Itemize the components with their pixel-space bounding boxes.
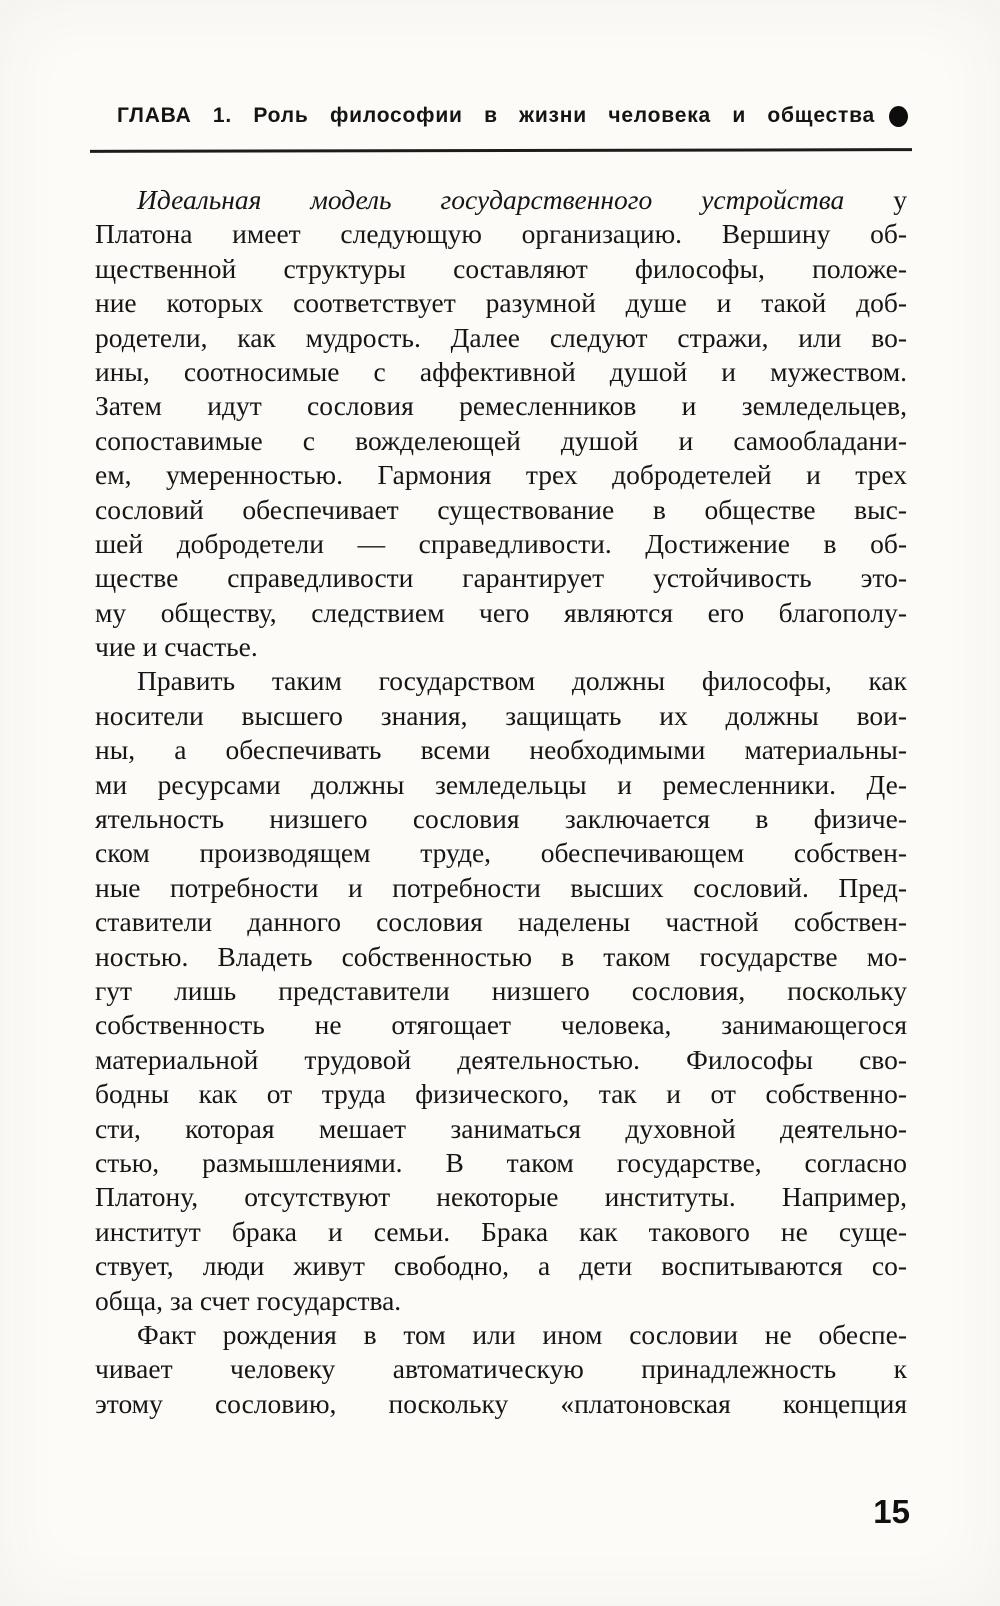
text-line: Платона имеет следующую организацию. Вершину об-: [95, 218, 907, 250]
text-line: Затем идут сословия ремесленников и земледельцев,: [95, 390, 907, 422]
text-line: этому сословию, поскольку «платоновская концепция: [95, 1387, 907, 1419]
text-line: ществе справедливости гарантирует устойчивость это-: [95, 562, 907, 594]
text-line: носители высшего знания, защищать их должны вои-: [95, 699, 907, 731]
italic-phrase: Идеальная модель государственного устройства: [137, 184, 845, 215]
text-line: сопоставимые с вожделеющей душой и самообладани-: [95, 424, 907, 456]
text-line: гут лишь представители низшего сословия, поскольку: [95, 974, 907, 1006]
text-line: ние которых соответствует разумной душе и такой доб-: [95, 287, 907, 319]
running-header: [117, 104, 908, 128]
text-line: сти, которая мешает заниматься духовной деятельно-: [95, 1112, 907, 1144]
header-rule: [90, 148, 912, 153]
paragraph: [95, 1318, 907, 1421]
text-line: ные потребности и потребности высших сословий. Пред-: [95, 871, 907, 903]
text-line: собственность не отягощает человека, занимающегося: [95, 1009, 907, 1041]
text-line: чивает человеку автоматическую принадлежность к: [95, 1353, 907, 1385]
page-number: 15: [873, 1493, 910, 1530]
text-line: материальной трудовой деятельностью. Философы сво-: [95, 1043, 907, 1075]
text-line: ностью. Владеть собственностью в таком государстве мо-: [95, 940, 907, 972]
text-line: ятельность низшего сословия заключается в физиче-: [95, 803, 907, 835]
paragraph: [95, 183, 907, 664]
paragraph: [95, 664, 907, 1317]
text-line: ины, соотносимые с аффективной душой и мужеством.: [95, 355, 907, 387]
text-line: институт брака и семьи. Брака как такового не суще-: [95, 1215, 907, 1247]
text-line: ском производящем труде, обеспечивающем собствен-: [95, 837, 907, 869]
text-line: му обществу, следствием чего являются его благополу-: [95, 596, 907, 628]
text-line: родетели, как мудрость. Далее следуют стражи, или во-: [95, 321, 907, 353]
text-line: ствует, люди живут свободно, а дети воспитываются со-: [95, 1250, 907, 1282]
text-line: ем, умеренностью. Гармония трех добродетелей и трех: [95, 459, 907, 491]
text-line: ми ресурсами должны земледельцы и ремесленники. Де-: [95, 768, 907, 800]
text-line: шей добродетели — справедливости. Достижение в об-: [95, 527, 907, 559]
text-line: сословий обеспечивает существование в обществе выс-: [95, 493, 907, 525]
text-line: ны, а обеспечивать всеми необходимыми материальны-: [95, 734, 907, 766]
text-line: Платону, отсутствуют некоторые институты. Например,: [95, 1181, 907, 1213]
text-line: обща, за счет государства.: [95, 1284, 402, 1316]
text-line: чие и счастье.: [95, 631, 258, 663]
text-line: Факт рождения в том или ином сословии не обеспе-: [137, 1318, 907, 1350]
text-block: [95, 183, 907, 1421]
text-span: у: [844, 184, 907, 215]
text-line: бодны как от труда физического, так и от собственно-: [95, 1078, 907, 1110]
text-line: Править таким государством должны философы, как: [137, 665, 907, 697]
text-line: щественной структуры составляют философы, положе-: [95, 252, 907, 284]
text-line: стью, размышлениями. В таком государстве, согласно: [95, 1146, 907, 1178]
text-line: [95, 183, 907, 217]
chapter-title: ГЛАВА 1. Роль философии в жизни человека и общества: [117, 104, 875, 127]
chapter-bullet-icon: [889, 106, 908, 127]
text-line: ставители данного сословия наделены частной собствен-: [95, 906, 907, 938]
